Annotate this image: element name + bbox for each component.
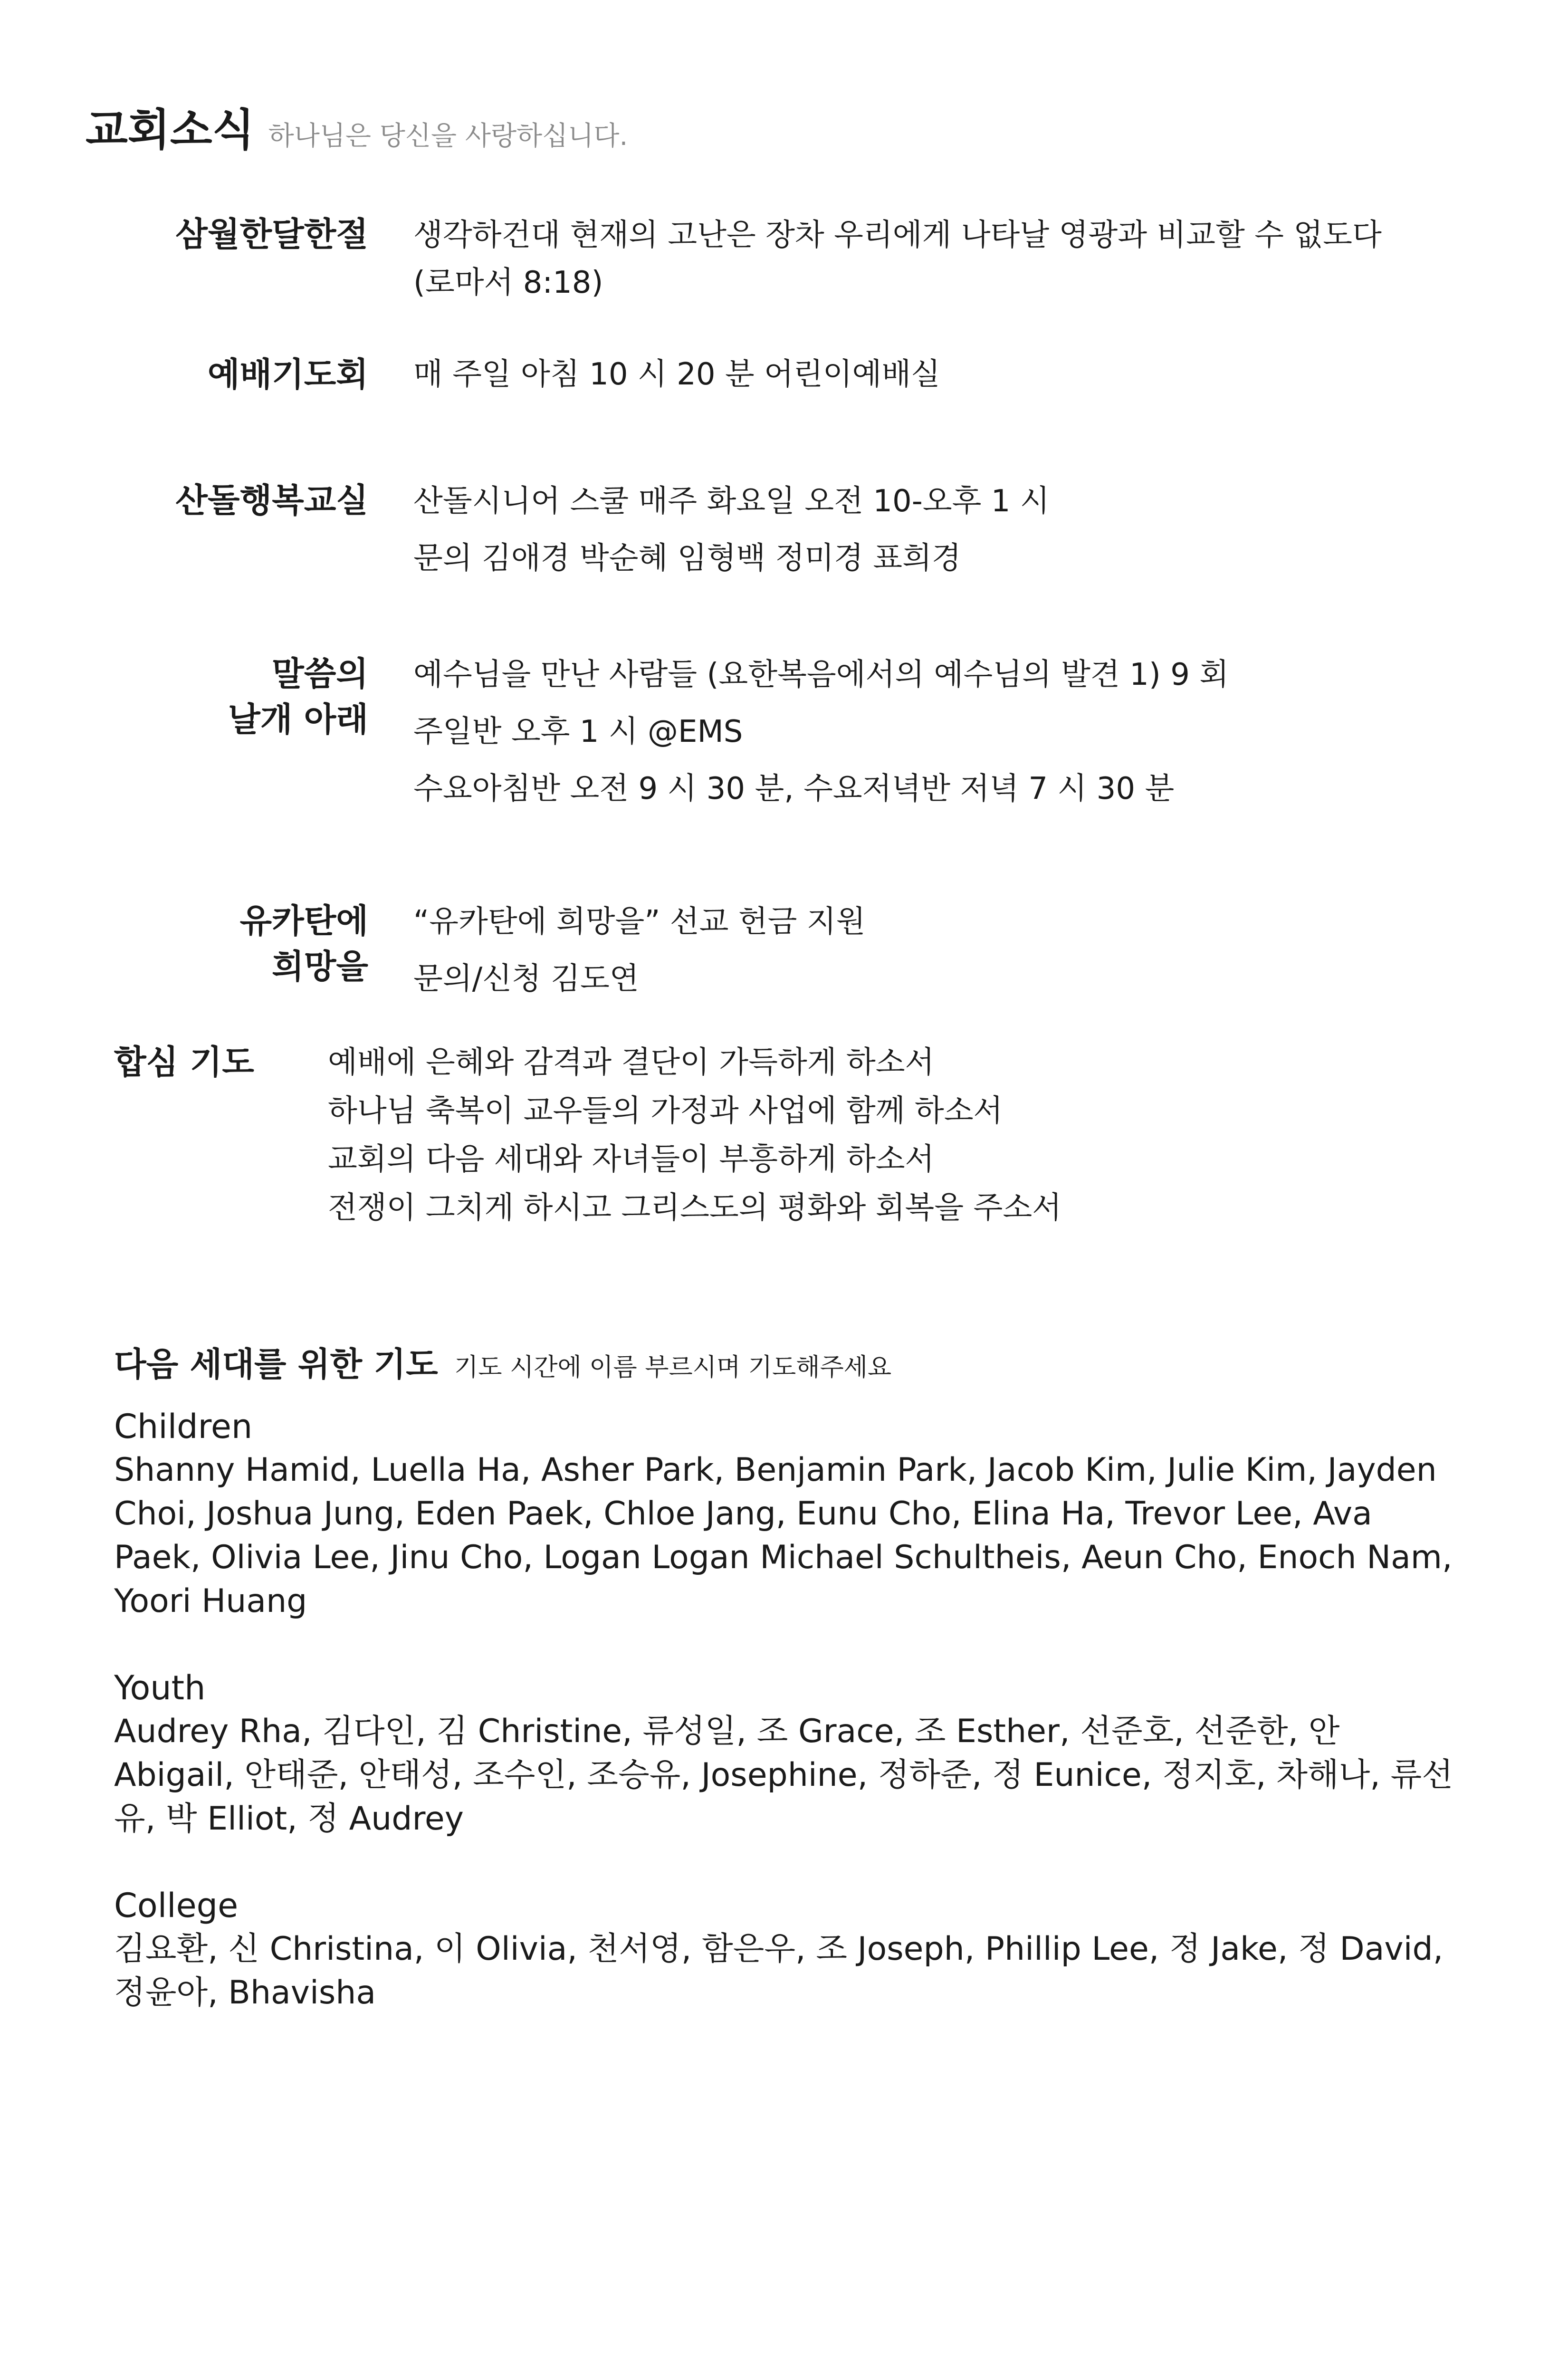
page-subtitle: 하나님은 당신을 사랑하십니다.	[268, 121, 628, 152]
notice-body	[413, 211, 1402, 307]
prayer-body	[328, 1038, 1061, 1232]
group-college	[114, 1884, 1468, 2015]
next-generation-prayer	[114, 1338, 1468, 2015]
group-children	[114, 1405, 1468, 1623]
section-title: 다음 세대를 위한 기도	[114, 1345, 438, 1384]
notice-body	[413, 646, 1402, 817]
notice-line: 예수님을 만난 사람들 (요한복음에서의 예수님의 발견 1) 9 회	[413, 657, 1229, 692]
prayer-label: 합심 기도	[114, 1043, 254, 1082]
notice-label: 삼월한달한절	[175, 215, 368, 254]
notice-label: 산돌행복교실	[175, 481, 368, 520]
notice-line: 산돌시니어 스쿨 매주 화요일 오전 10-오후 1 시	[413, 484, 1050, 519]
notice-line: 수요아침반 오전 9 시 30 분, 수요저녁반 저녁 7 시 30 분	[413, 771, 1175, 806]
notice-label	[228, 651, 368, 742]
notice-label-line: 말씀의	[272, 654, 368, 693]
prayer-line: 전쟁이 그치게 하시고 그리스도의 평화와 회복을 주소서	[328, 1190, 1062, 1226]
section-heading	[114, 1338, 1468, 1386]
notice-body	[413, 893, 1402, 1007]
group-title: College	[114, 1886, 239, 1925]
notice-label-line: 유카탄에	[239, 901, 368, 940]
notice-line: 문의 김애경 박순혜 임형백 정미경 표희경	[413, 541, 961, 576]
group-title: Children	[114, 1407, 253, 1446]
notice-line: 주일반 오후 1 시 @EMS	[413, 714, 743, 749]
group-title: Youth	[114, 1668, 206, 1707]
page-title: 교회소식	[86, 105, 255, 155]
notice-body	[413, 473, 1402, 587]
prayer-line: 예배에 은혜와 감격과 결단이 가득하게 하소서	[328, 1045, 935, 1080]
notice-line: 매 주일 아침 10 시 20 분 어린이예배실	[413, 357, 940, 392]
notice-label-line: 날개 아래	[228, 700, 368, 739]
prayer-line: 교회의 다음 세대와 자녀들이 부흥하게 하소서	[328, 1142, 935, 1177]
page-header	[86, 95, 628, 158]
section-subtitle: 기도 시간에 이름 부르시며 기도해주세요	[454, 1353, 892, 1382]
group-youth	[114, 1666, 1468, 1841]
notice-label: 예배기도회	[207, 355, 368, 394]
notice-label-line: 희망을	[272, 947, 368, 986]
notice-label	[240, 898, 368, 989]
notice-line: 문의/신청 김도연	[413, 961, 639, 996]
group-names: Audrey Rha, 김다인, 김 Christine, 류성일, 조 Grace, 조 Esther, 선준호, 선준한, 안 Abigail, 안태준, 안태성, 조수인, 조승유, Josephine, 정하준, 정 Eunice, 정지호, 차해나, 류선유, 박 Elliot, 정 Audrey	[114, 1713, 1453, 1838]
notice-line: 생각하건대 현재의 고난은 장차 우리에게 나타날 영광과 비교할 수 없도다 (로마서 8:18)	[413, 218, 1382, 300]
group-names: 김요환, 신 Christina, 이 Olivia, 천서영, 함은우, 조 Joseph, Phillip Lee, 정 Jake, 정 David, 정윤아, Bhavisha	[114, 1930, 1444, 2012]
notice-line: “유카탄에 희망을” 선교 헌금 지원	[413, 904, 866, 939]
group-names: Shanny Hamid, Luella Ha, Asher Park, Benjamin Park, Jacob Kim, Julie Kim, Jayden Choi, Joshua Jung, Eden Paek, Chloe Jang, Eunu Cho, Elina Ha, Trevor Lee, Ava Paek, Olivia Lee, Jinu Cho, Logan Logan Michael Schultheis, Aeun Cho, Enoch Nam, Yoori Huang	[114, 1451, 1453, 1620]
notice-body	[413, 352, 1402, 397]
prayer-line: 하나님 축복이 교우들의 가정과 사업에 함께 하소서	[328, 1093, 1003, 1129]
